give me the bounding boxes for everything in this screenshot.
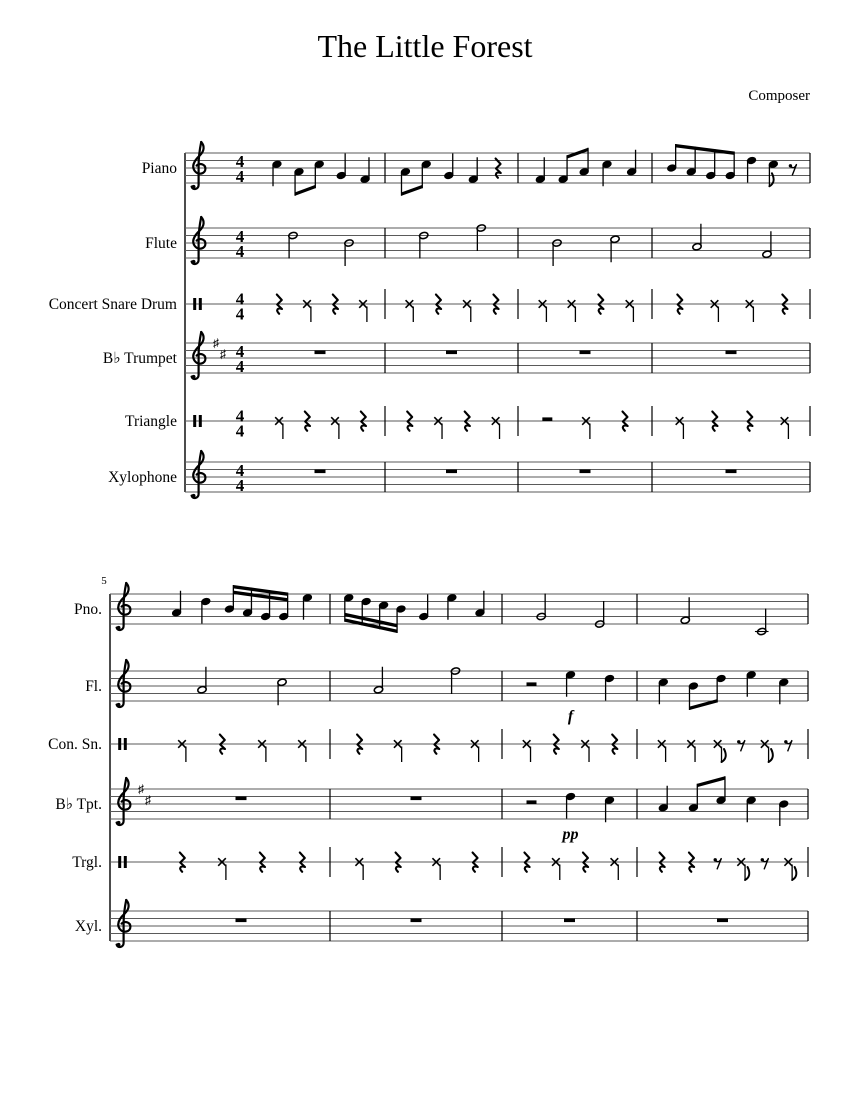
measure-number: 5	[101, 575, 107, 587]
time-signature: 4	[235, 357, 245, 376]
instrument-label: Fl.	[85, 678, 102, 695]
time-signature: 4	[235, 289, 245, 309]
time-signature: 4	[235, 304, 245, 324]
instrument-label: Pno.	[74, 601, 102, 618]
instrument-label: Flute	[145, 235, 177, 252]
instrument-label: Con. Sn.	[48, 736, 102, 753]
time-signature: 4	[235, 342, 245, 361]
dynamic-marking: pp	[562, 826, 579, 843]
instrument-label: Trgl.	[72, 854, 102, 871]
time-signature: 4	[235, 227, 245, 246]
instrument-label: Xylophone	[108, 469, 177, 486]
instrument-label: Piano	[141, 160, 177, 177]
dynamic-marking: f	[567, 708, 574, 725]
score-title: The Little Forest	[317, 28, 533, 64]
instrument-label: Triangle	[125, 413, 177, 430]
time-signature: 4	[235, 167, 245, 186]
time-signature: 4	[235, 476, 245, 495]
time-signature: 4	[235, 242, 245, 261]
time-signature: 4	[235, 421, 245, 441]
time-signature: 4	[235, 406, 245, 426]
key-signature-sharp: ♯	[213, 336, 219, 350]
instrument-label: Xyl.	[74, 918, 102, 935]
key-signature-sharp: ♯	[220, 347, 226, 361]
time-signature: 4	[235, 152, 245, 171]
key-signature-sharp: ♯	[145, 793, 151, 807]
time-signature: 4	[235, 461, 245, 480]
composer-credit: Composer	[748, 88, 810, 104]
instrument-label: B♭ Trumpet	[102, 350, 177, 367]
instrument-label: B♭ Tpt.	[55, 796, 102, 813]
key-signature-sharp: ♯	[138, 782, 144, 796]
instrument-label: Concert Snare Drum	[48, 296, 177, 313]
